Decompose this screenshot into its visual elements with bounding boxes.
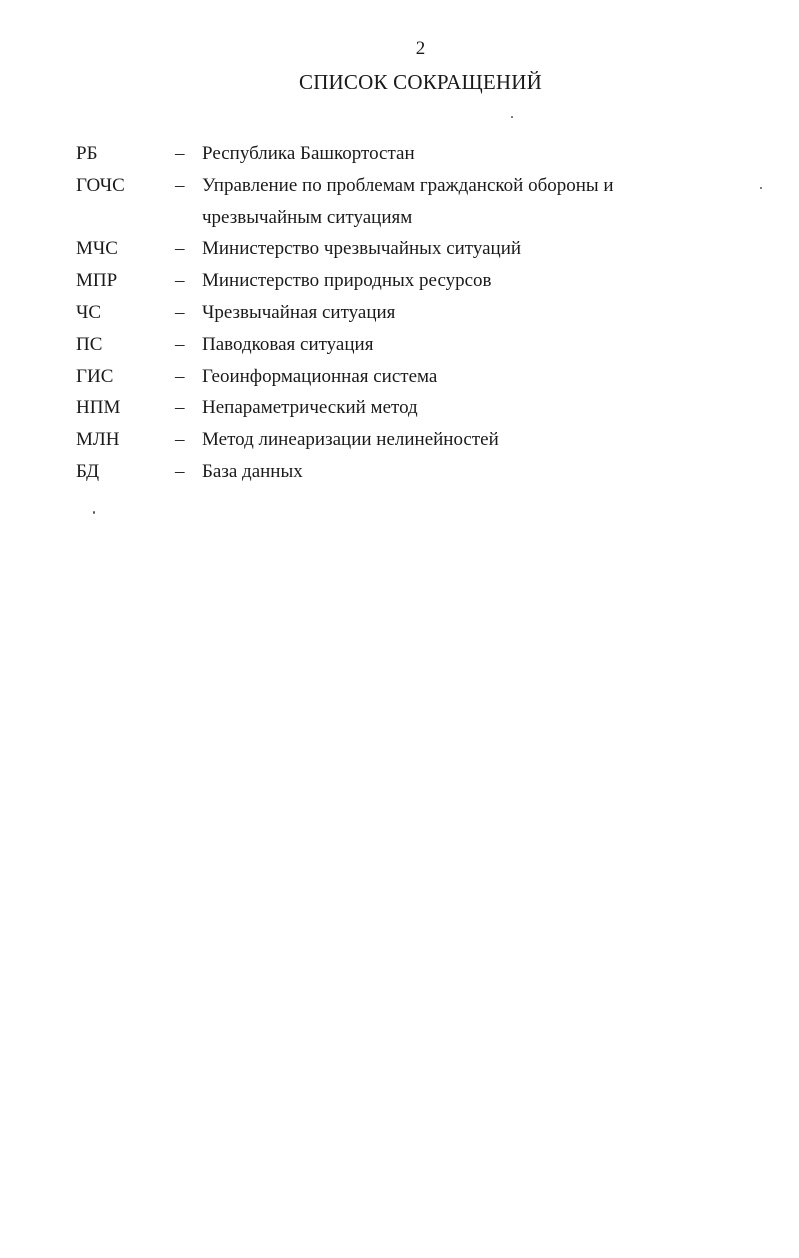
abbreviation-code: ГОЧС	[76, 174, 125, 196]
abbreviation-dash: –	[175, 365, 185, 387]
abbreviation-row	[76, 392, 716, 424]
page-title: СПИСОК СОКРАЩЕНИЙ	[298, 70, 542, 94]
abbreviation-row	[76, 297, 716, 329]
abbreviation-meaning: База данных	[202, 460, 303, 482]
abbreviation-row	[76, 138, 716, 170]
abbreviation-dash: –	[175, 143, 185, 164]
abbreviation-dash: –	[175, 397, 185, 419]
abbreviation-code: МЧС	[76, 238, 118, 260]
abbreviation-code: ЧС	[76, 301, 102, 323]
abbreviation-list	[76, 138, 716, 488]
abbreviation-code: МПР	[76, 270, 118, 292]
page-number: 2	[415, 38, 426, 59]
abbreviation-code: РБ	[76, 143, 98, 164]
abbreviation-meaning: Непараметрический метод	[202, 397, 418, 419]
abbreviation-meaning: Чрезвычайная ситуация	[202, 301, 396, 323]
abbreviation-code: ГИС	[76, 365, 114, 387]
abbreviation-dash: –	[175, 301, 185, 323]
abbreviation-meaning: Геоинформационная система	[202, 365, 438, 387]
abbreviation-meaning: Министерство природных ресурсов	[202, 270, 492, 292]
abbreviation-dash: –	[175, 460, 185, 482]
abbreviation-row	[76, 329, 716, 361]
abbreviation-dash: –	[175, 270, 185, 292]
abbreviation-dash: –	[175, 429, 185, 451]
abbreviation-row	[76, 170, 716, 234]
abbreviation-meaning: Управление по проблемам гражданской обороны и чрезвычайным ситуациям	[202, 174, 614, 228]
abbreviation-meaning: Министерство чрезвычайных ситуаций	[202, 238, 522, 260]
abbreviation-meaning: Республика Башкортостан	[202, 143, 415, 164]
abbreviation-dash: –	[175, 333, 185, 355]
abbreviation-code: БД	[76, 460, 100, 482]
abbreviation-dash: –	[175, 174, 185, 196]
scan-speck	[93, 511, 95, 514]
abbreviation-meaning: Метод линеаризации нелинейностей	[202, 429, 499, 451]
abbreviation-row	[76, 361, 716, 393]
abbreviation-row	[76, 456, 716, 488]
abbreviation-code: ПС	[76, 333, 103, 355]
abbreviation-code: МЛН	[76, 429, 120, 451]
abbreviation-meaning: Паводковая ситуация	[202, 333, 374, 355]
abbreviation-row	[76, 233, 716, 265]
abbreviation-row	[76, 424, 716, 456]
abbreviation-code: НПМ	[76, 397, 121, 419]
scan-speck	[760, 187, 762, 189]
scan-speck	[511, 116, 513, 118]
abbreviation-row	[76, 265, 716, 297]
abbreviation-dash: –	[175, 238, 185, 260]
